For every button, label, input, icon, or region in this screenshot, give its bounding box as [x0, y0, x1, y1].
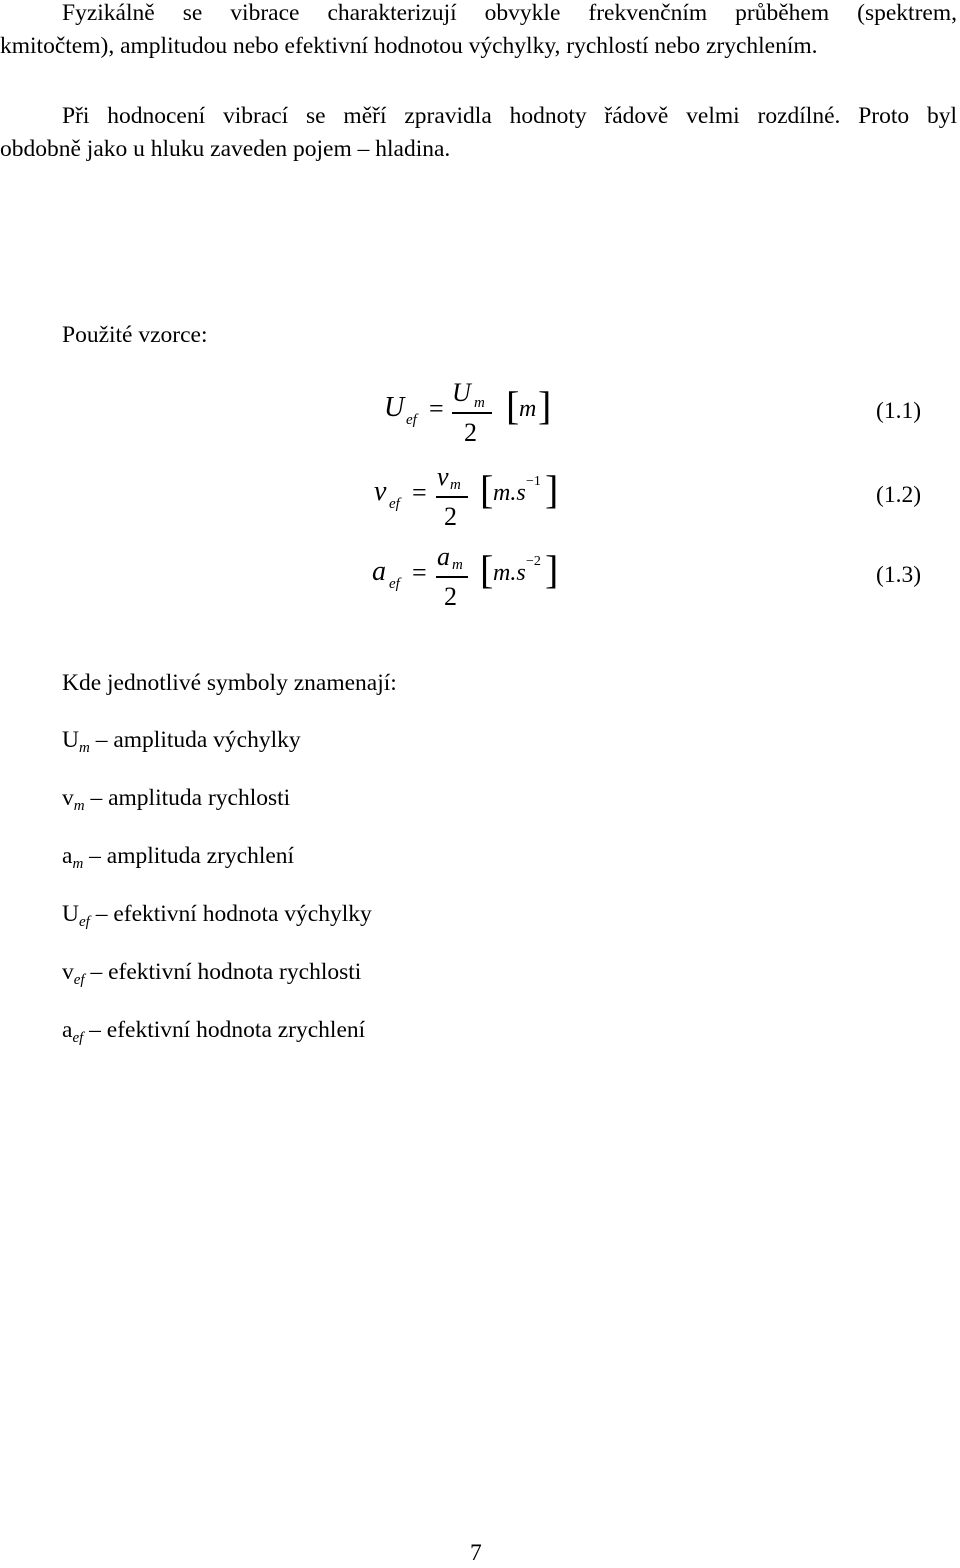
paragraph-vibration-characterization	[0, 0, 957, 63]
eq3-lhs-symbol: a	[372, 556, 386, 587]
eq2-number: (1.2)	[876, 482, 922, 508]
symbol-definition-vef	[62, 959, 361, 986]
symbol-uef-description: – efektivní hodnota výchylky	[95, 901, 372, 927]
eq1-denominator: 2	[464, 418, 477, 447]
page-number: 7	[470, 1540, 482, 1566]
formulas-heading: Použité vzorce:	[62, 322, 208, 348]
paragraph2-line1: Při hodnocení vibrací se měří zpravidla hodnoty řádově velmi rozdílné. Proto byl	[62, 103, 957, 129]
eq2-lhs-subscript: ef	[389, 496, 400, 512]
eq1-unit: m	[519, 396, 537, 422]
symbol-vm: v	[62, 785, 74, 811]
symbol-aef: a	[62, 1017, 73, 1043]
symbol-definition-uef	[62, 901, 372, 928]
eq2-unit-open-bracket: [	[480, 467, 494, 512]
symbol-um-subscript: m	[78, 740, 90, 756]
eq3-number: (1.3)	[876, 562, 922, 588]
eq2-unit: m.s	[493, 480, 526, 506]
eq3-unit: m.s	[493, 560, 526, 586]
eq2-numerator-subscript: m	[450, 477, 461, 493]
eq3-fraction-bar	[436, 576, 468, 578]
symbol-definition-um	[62, 727, 301, 754]
symbol-definition-aef	[62, 1017, 365, 1044]
eq3-unit-exponent: −2	[526, 554, 541, 569]
eq1-lhs-subscript: ef	[406, 412, 417, 428]
eq1-fraction-bar	[452, 412, 492, 414]
eq1-numerator-subscript: m	[474, 395, 485, 411]
symbol-aef-description: – efektivní hodnota zrychlení	[89, 1017, 366, 1043]
equation-1-3	[0, 542, 960, 622]
eq2-lhs-symbol: v	[374, 476, 387, 507]
eq1-numerator-symbol: U	[452, 378, 471, 407]
symbol-um: U	[62, 727, 79, 753]
eq1-lhs-symbol: U	[384, 392, 405, 423]
paragraph1-line2: kmitočtem), amplitudou nebo efektivní hodnotou výchylky, rychlostí nebo zrychlením.	[0, 33, 818, 59]
symbol-vef: v	[62, 959, 74, 985]
eq3-numerator-subscript: m	[452, 557, 463, 573]
eq3-numerator-symbol: a	[437, 542, 450, 571]
eq3-unit-open-bracket: [	[480, 547, 494, 592]
eq1-unit-close-bracket: ]	[538, 383, 552, 428]
symbol-vef-description: – efektivní hodnota rychlosti	[90, 959, 362, 985]
eq3-unit-close-bracket: ]	[545, 547, 559, 592]
symbol-am-description: – amplituda zrychlení	[89, 843, 295, 869]
symbol-definition-am	[62, 843, 294, 870]
eq2-denominator: 2	[444, 502, 457, 531]
symbol-am: a	[62, 843, 73, 869]
eq3-denominator: 2	[444, 582, 457, 611]
eq1-number: (1.1)	[876, 398, 922, 424]
symbol-am-subscript: m	[72, 856, 84, 872]
eq1-equals: =	[429, 394, 444, 423]
paragraph1-line1: Fyzikálně se vibrace charakterizují obvykle frekvenčním průběhem (spektrem,	[62, 0, 957, 26]
eq2-fraction-bar	[436, 496, 468, 498]
eq3-lhs-subscript: ef	[389, 576, 400, 592]
eq2-unit-exponent: −1	[526, 474, 541, 489]
symbol-aef-subscript: ef	[72, 1030, 84, 1046]
symbol-vm-description: – amplituda rychlosti	[90, 785, 291, 811]
eq2-unit-close-bracket: ]	[545, 467, 559, 512]
symbol-um-description: – amplituda výchylky	[95, 727, 301, 753]
symbol-vm-subscript: m	[73, 798, 85, 814]
paragraph2-line2: obdobně jako u hluku zaveden pojem – hladina.	[0, 136, 451, 162]
equation-1-1	[0, 378, 960, 458]
equation-1-2	[0, 462, 960, 542]
symbols-heading: Kde jednotlivé symboly znamenají:	[62, 670, 397, 696]
symbol-uef: U	[62, 901, 79, 927]
eq1-unit-open-bracket: [	[506, 383, 520, 428]
eq3-equals: =	[412, 558, 427, 587]
eq2-equals: =	[412, 478, 427, 507]
symbol-uef-subscript: ef	[78, 914, 90, 930]
symbol-vef-subscript: ef	[73, 972, 85, 988]
symbol-definition-vm	[62, 785, 290, 812]
eq2-numerator-symbol: v	[437, 462, 449, 491]
paragraph-level-concept	[0, 100, 957, 166]
